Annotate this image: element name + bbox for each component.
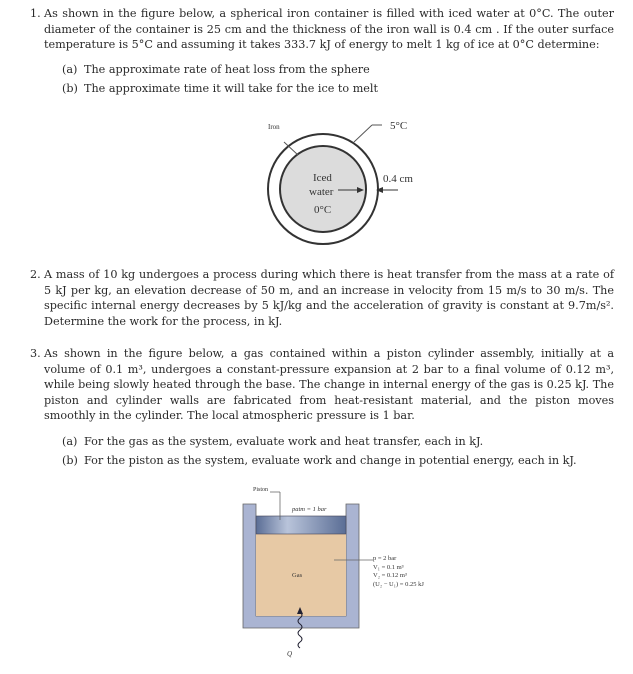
problem-1-part-b — [62, 81, 378, 96]
part-text: The approximate time it will take for the ice to melt — [84, 82, 379, 95]
patm-label: patm = 1 bar — [292, 506, 327, 513]
problem-text: A mass of 10 kg undergoes a process during which there is heat transfer from the mass at a rate of 5 kJ per kg, an elevation decrease of 50 m, and an increase in velocity from 15 m/s to 30 m/s. The specific internal energy decreases by 5 kJ/kg and the acceleration of gravity is constant at 9.7m/s². Determine the work for the process, in kJ. — [44, 268, 614, 328]
spec-pressure: p = 2 bar — [373, 555, 397, 562]
piston-label: Piston — [253, 487, 269, 493]
part-text: For the piston as the system, evaluate work and change in potential energy, each in kJ. — [84, 454, 577, 467]
thickness-label: 0.4 cm — [383, 173, 413, 185]
sphere-diagram — [240, 115, 460, 255]
problem-text: As shown in the figure below, a gas contained within a piston cylinder assembly, initially at a volume of 0.1 m³, undergoes a constant-pressure expansion at 2 bar to a final volume of 0.12 m³, while being slowly heated through the base. The change in internal energy of the gas is 0.25 kJ. The piston and cylinder walls are fabricated from heat-resistant material, and the piston moves smoothly in the cylinder. The local atmospheric pressure is 1 bar. — [44, 347, 614, 423]
problem-3-part-a — [62, 434, 483, 449]
piston-figure — [230, 480, 460, 670]
problem-number: 3. — [30, 347, 41, 360]
spec-du: (U₂ − U₁) = 0.25 kJ — [373, 580, 424, 588]
part-label: (a) — [62, 435, 78, 448]
problem-3 — [30, 346, 614, 424]
outer-temp-label: 5°C — [390, 120, 408, 132]
problem-3-part-b — [62, 453, 577, 468]
problem-1 — [30, 6, 614, 53]
heat-q-label: Q — [287, 650, 293, 658]
sphere-figure — [240, 115, 460, 255]
problem-2 — [30, 267, 614, 329]
problem-1-part-a — [62, 62, 370, 77]
iced-label: Iced — [313, 172, 332, 184]
part-label: (b) — [62, 454, 78, 467]
part-label: (a) — [62, 63, 78, 76]
problem-number: 2. — [30, 268, 41, 281]
problem-number: 1. — [30, 7, 41, 20]
iron-label: Iron — [268, 123, 280, 131]
part-label: (b) — [62, 82, 78, 95]
water-label: water — [309, 186, 334, 198]
spec-list — [373, 555, 424, 589]
gas-label: Gas — [292, 572, 303, 579]
spec-v1: V₁ = 0.1 m³ — [373, 563, 404, 571]
part-text: For the gas as the system, evaluate work and heat transfer, each in kJ. — [84, 435, 484, 448]
zero-c-label: 0°C — [314, 204, 332, 216]
part-text: The approximate rate of heat loss from the sphere — [84, 63, 370, 76]
spec-v2: V₂ = 0.12 m³ — [373, 572, 407, 580]
piston-diagram — [230, 480, 460, 670]
problem-text: As shown in the figure below, a spherical iron container is filled with iced water at 0°C. The outer diameter of the container is 25 cm and the thickness of the iron wall is 0.4 cm . If the outer surface temperature is 5°C and assuming it takes 333.7 kJ of energy to melt 1 kg of ice at 0°C determine: — [44, 7, 614, 52]
